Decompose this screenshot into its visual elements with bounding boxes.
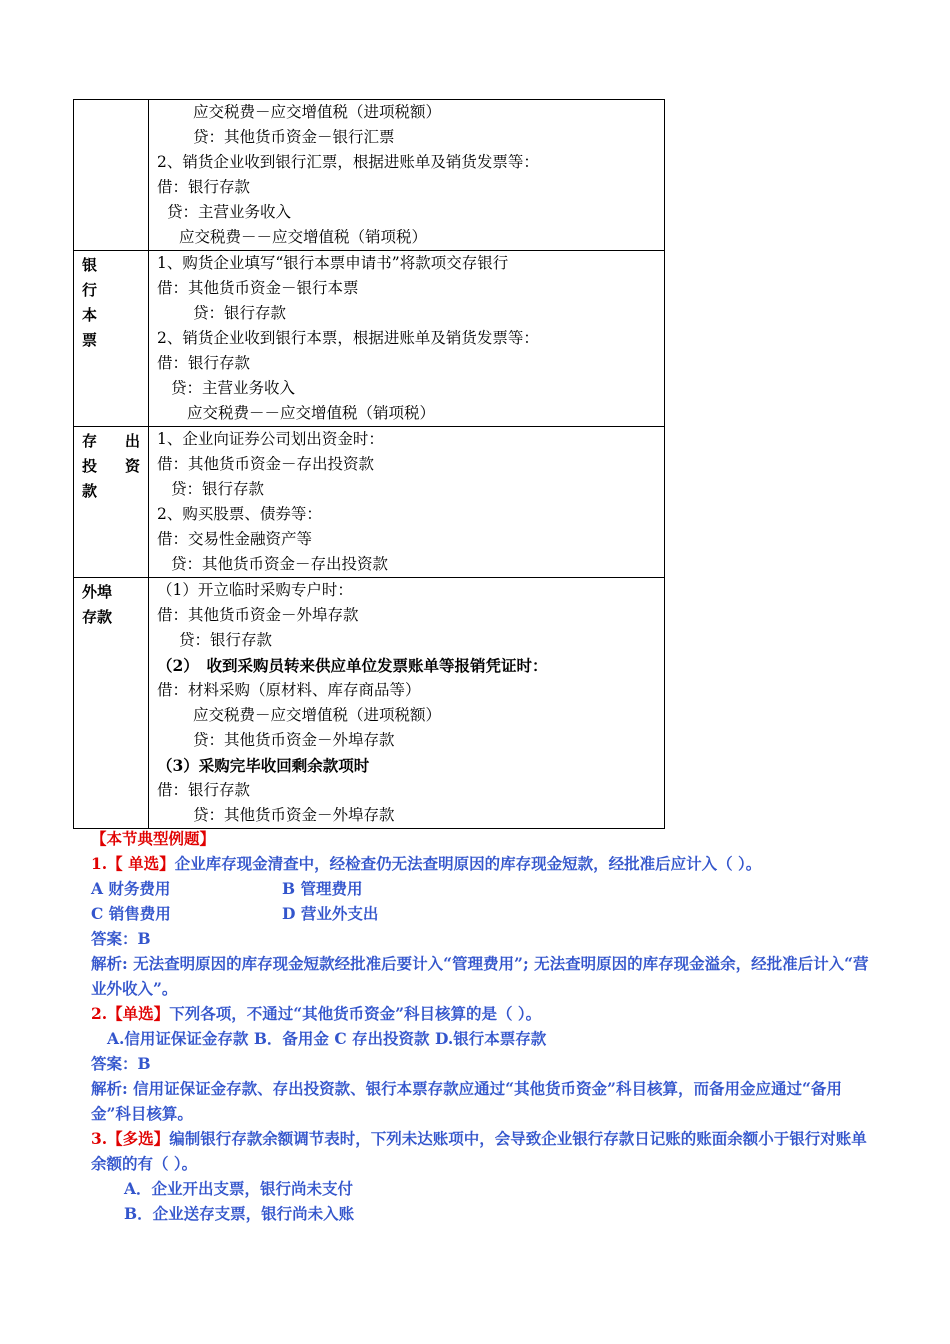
entry-line: 借：其他货币资金－银行本票 xyxy=(157,279,359,297)
option-b: B．企业送存支票，银行尚未入账 xyxy=(124,1204,355,1223)
entry-line: 贷：银行存款 xyxy=(193,304,287,322)
row-content xyxy=(149,251,665,427)
example-questions xyxy=(91,826,871,1226)
question-text: 企业库存现金清查中，经检查仍无法查明原因的库存现金短款，经批准后应计入（ ）。 xyxy=(174,854,762,873)
entry-line: 贷：其他货币资金－外埠存款 xyxy=(193,731,395,749)
option-row: A.信用证保证金存款 B．备用金 C 存出投资款 D.银行本票存款 xyxy=(107,1029,547,1048)
entry-line: 借：银行存款 xyxy=(157,178,251,196)
option-row xyxy=(91,876,871,901)
option-row xyxy=(91,901,871,926)
entry-line: 应交税费－－应交增值税（销项税） xyxy=(179,228,428,246)
entry-line: 借：其他货币资金－外埠存款 xyxy=(157,606,359,624)
entry-line: （2） 收到采购员转来供应单位发票账单等报销凭证时： xyxy=(157,656,548,675)
question-number: 2.【单选】 xyxy=(91,1004,170,1023)
option-a: A．企业开出支票，银行尚未支付 xyxy=(124,1179,354,1198)
entry-line: （3）采购完毕收回剩余款项时 xyxy=(157,756,370,775)
table-row xyxy=(74,100,665,251)
entry-line: 借：材料采购（原材料、库存商品等） xyxy=(157,681,421,699)
table-row xyxy=(74,427,665,578)
row-label-out-of-town-deposit: 外埠 存款 xyxy=(74,578,149,829)
entry-line: 1、购货企业填写“银行本票申请书”将款项交存银行 xyxy=(157,254,509,272)
entry-line: 借：银行存款 xyxy=(157,781,251,799)
option-d: D 营业外支出 xyxy=(282,904,379,923)
entry-line: 贷：其他货币资金－存出投资款 xyxy=(171,555,389,573)
entry-line: 贷：主营业务收入 xyxy=(171,379,296,397)
entry-line: 应交税费－－应交增值税（销项税） xyxy=(187,404,436,422)
entry-line: 借：交易性金融资产等 xyxy=(157,530,313,548)
row-content xyxy=(149,100,665,251)
entry-line: 应交税费－应交增值税（进项税额） xyxy=(193,103,442,121)
entry-line: 贷：银行存款 xyxy=(179,631,273,649)
row-label-bank-cashier-check: 银 行 本 票 xyxy=(74,251,149,427)
question-2 xyxy=(91,1001,871,1026)
entry-line: 借：其他货币资金－存出投资款 xyxy=(157,455,375,473)
entry-line: 应交税费－应交增值税（进项税额） xyxy=(193,706,442,724)
row-label xyxy=(74,100,149,251)
entry-line: （1）开立临时采购专户时： xyxy=(157,581,353,599)
option-b: B 管理费用 xyxy=(282,879,363,898)
analysis: 解析: 无法查明原因的库存现金短款经批准后要计入“管理费用”; 无法查明原因的库存现金溢余，经批准后计入“营业外收入”。 xyxy=(91,954,869,998)
table-row xyxy=(74,578,665,829)
entry-line: 贷：银行存款 xyxy=(171,480,265,498)
entry-line: 2、销货企业收到银行本票，根据进账单及销货发票等： xyxy=(157,329,539,347)
entry-line: 1、企业向证券公司划出资金时： xyxy=(157,430,384,448)
entry-line: 2、购买股票、债券等： xyxy=(157,505,322,523)
question-text: 下列各项，不通过“其他货币资金”科目核算的是（ ）。 xyxy=(169,1004,542,1023)
question-3 xyxy=(91,1126,871,1176)
answer: 答案：B xyxy=(91,1054,151,1073)
option-a: A 财务费用 xyxy=(91,879,171,898)
analysis: 解析: 信用证保证金存款、存出投资款、银行本票存款应通过“其他货币资金”科目核算，而备用金应通过“备用金”科目核算。 xyxy=(91,1079,842,1123)
question-number: 3.【多选】 xyxy=(91,1129,170,1148)
entry-line: 贷：其他货币资金－外埠存款 xyxy=(193,806,395,824)
section-heading: 【本节典型例题】 xyxy=(91,829,216,848)
question-text: 编制银行存款余额调节表时，下列未达账项中，会导致企业银行存款日记账的账面余额小于银行对账单余额的有（ ）。 xyxy=(91,1129,867,1173)
entry-line: 借：银行存款 xyxy=(157,354,251,372)
row-content xyxy=(149,578,665,829)
entry-line: 贷：主营业务收入 xyxy=(167,203,292,221)
question-number: 1.【 单选】 xyxy=(91,854,175,873)
entry-line: 贷：其他货币资金－银行汇票 xyxy=(193,128,395,146)
table-row xyxy=(74,251,665,427)
answer: 答案：B xyxy=(91,929,151,948)
option-c: C 销售费用 xyxy=(91,904,171,923)
question-1 xyxy=(91,851,871,876)
accounting-entries-table xyxy=(73,99,665,829)
row-label-deposit-for-investment: 存 出 投 资 款 xyxy=(74,427,149,578)
entry-line: 2、销货企业收到银行汇票，根据进账单及销货发票等： xyxy=(157,153,539,171)
row-content xyxy=(149,427,665,578)
